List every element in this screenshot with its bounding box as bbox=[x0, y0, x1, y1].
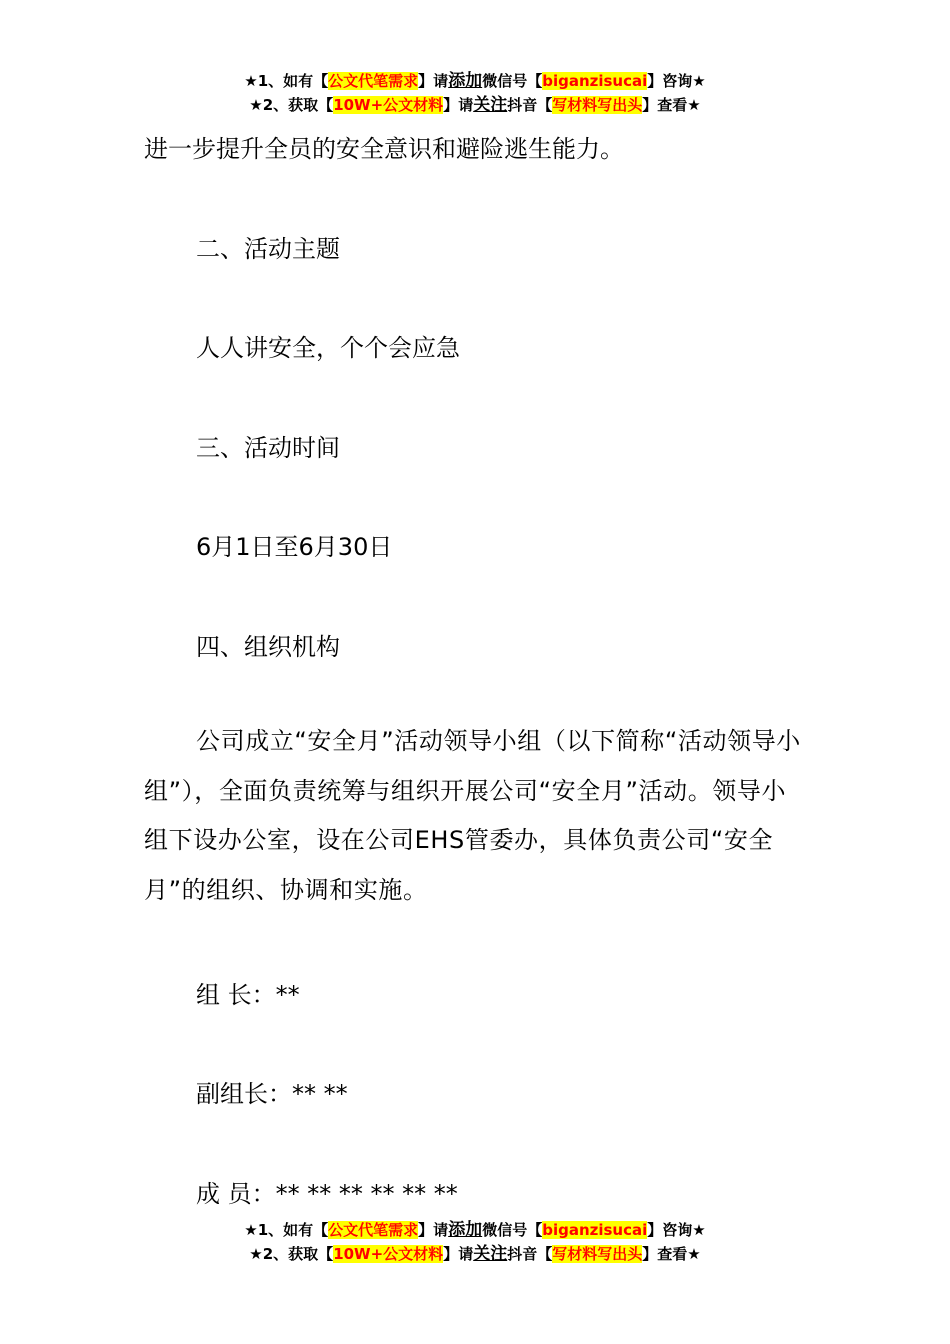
promo-line-2: ★2、获取【10W+公文材料】请关注抖音【写材料写出头】查看★ bbox=[249, 95, 701, 115]
deputy-leader-line: 副组长：** ** bbox=[196, 1080, 348, 1108]
promo-banner-top bbox=[0, 69, 950, 117]
promo-line-1: ★1、如有【公文代笔需求】请添加微信号【biganzisucai】咨询★ bbox=[244, 1220, 706, 1240]
organization-paragraph: 公司成立“安全月”活动领导小组（以下简称“活动领导小组”），全面负责统筹与组织开展公司“安全月”活动。领导小组下设办公室，设在公司EHS管委办，具体负责公司“安全月”的组织、协调和实施。 bbox=[144, 727, 801, 904]
activity-period: 6月1日至6月30日 bbox=[196, 533, 393, 561]
highlight-service: 公文代笔需求 bbox=[328, 1221, 419, 1239]
intro-tail-text: 进一步提升全员的安全意识和避险逃生能力。 bbox=[144, 135, 624, 163]
highlight-wechat-id: biganzisucai bbox=[542, 72, 648, 90]
section-3-heading: 三、活动时间 bbox=[196, 434, 340, 462]
emphasis-follow: 关注 bbox=[473, 1244, 508, 1264]
group-leader-line: 组 长：** bbox=[196, 981, 300, 1009]
promo-banner-bottom bbox=[0, 1218, 950, 1266]
highlight-materials: 10W+公文材料 bbox=[333, 1245, 444, 1263]
promo-line-1: ★1、如有【公文代笔需求】请添加微信号【biganzisucai】咨询★ bbox=[244, 71, 706, 91]
emphasis-follow: 关注 bbox=[473, 95, 508, 115]
members-line: 成 员：** ** ** ** ** ** bbox=[196, 1180, 458, 1208]
activity-theme: 人人讲安全，个个会应急 bbox=[196, 334, 460, 362]
section-2-heading: 二、活动主题 bbox=[196, 235, 340, 263]
highlight-douyin-account: 写材料写出头 bbox=[552, 96, 643, 114]
highlight-douyin-account: 写材料写出头 bbox=[552, 1245, 643, 1263]
section-4-heading: 四、组织机构 bbox=[196, 633, 340, 661]
highlight-wechat-id: biganzisucai bbox=[542, 1221, 648, 1239]
promo-line-2: ★2、获取【10W+公文材料】请关注抖音【写材料写出头】查看★ bbox=[249, 1244, 701, 1264]
highlight-materials: 10W+公文材料 bbox=[333, 96, 444, 114]
highlight-service: 公文代笔需求 bbox=[328, 72, 419, 90]
emphasis-add: 添加 bbox=[448, 71, 483, 91]
emphasis-add: 添加 bbox=[448, 1220, 483, 1240]
